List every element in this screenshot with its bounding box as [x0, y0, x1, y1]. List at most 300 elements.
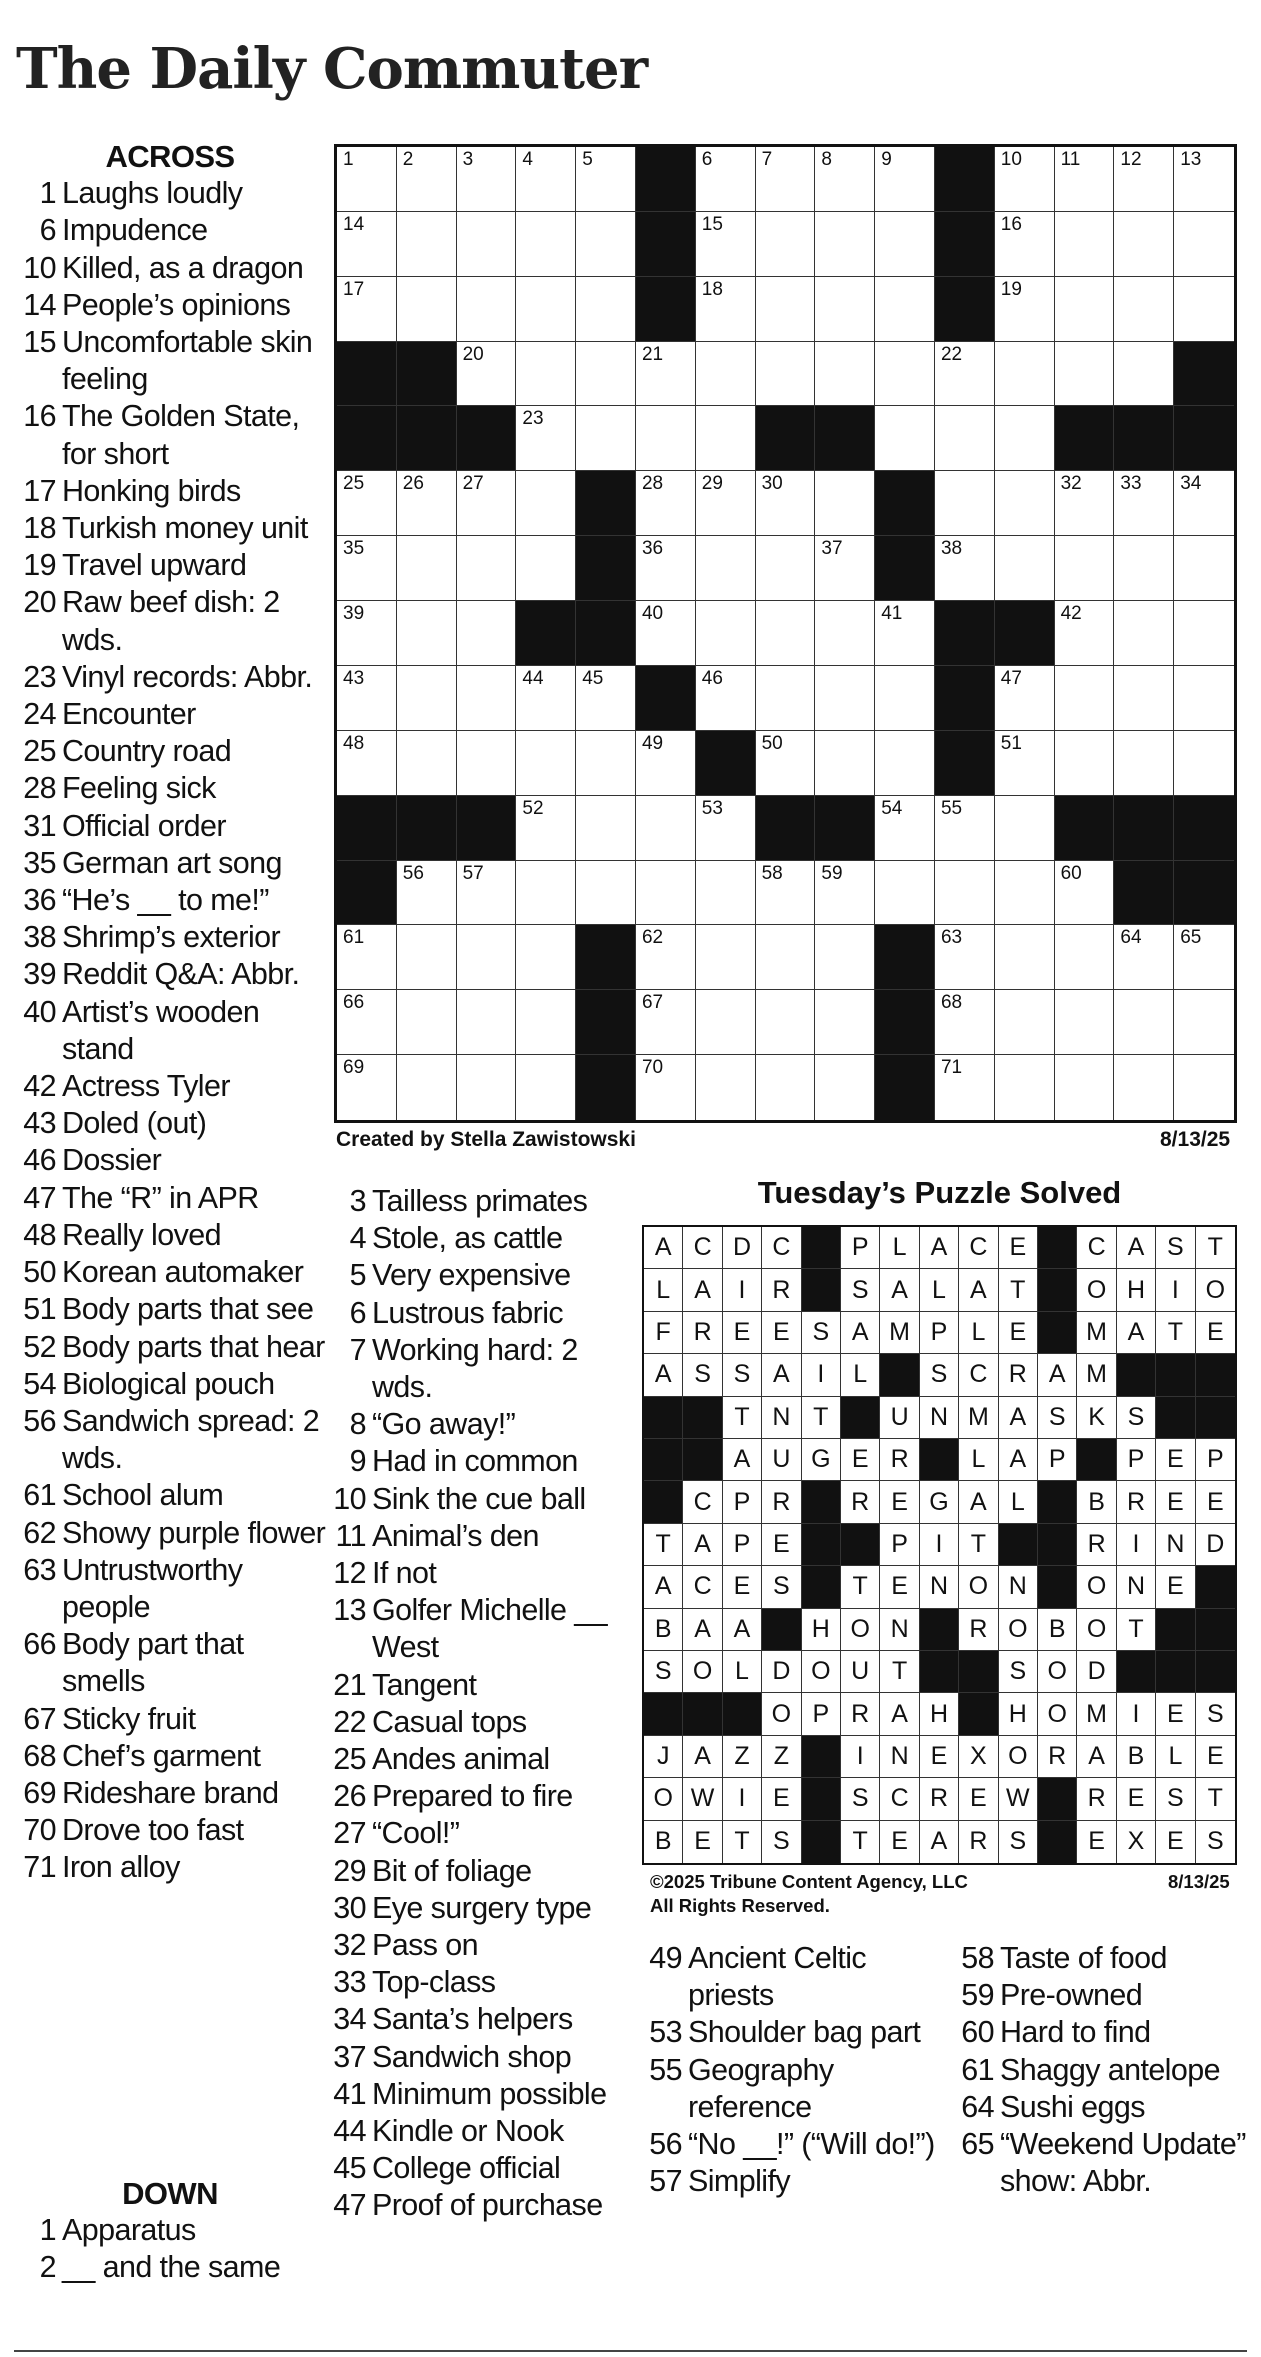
grid-cell[interactable]	[576, 342, 636, 407]
grid-cell[interactable]	[636, 1055, 696, 1120]
clue-item[interactable]	[14, 1403, 326, 1477]
grid-cell[interactable]	[696, 796, 756, 861]
grid-cell[interactable]	[457, 861, 517, 926]
cell-number: 34	[1180, 473, 1202, 495]
grid-cell[interactable]	[457, 925, 517, 990]
grid-cell[interactable]	[1174, 147, 1234, 212]
grid-cell[interactable]	[875, 731, 935, 796]
clue-item[interactable]	[640, 2052, 940, 2126]
grid-cell[interactable]	[576, 406, 636, 471]
grid-cell[interactable]	[756, 990, 816, 1055]
grid-cell[interactable]	[1055, 342, 1115, 407]
grid-cell[interactable]	[457, 601, 517, 666]
cell-number: 14	[343, 213, 365, 235]
grid-cell[interactable]	[696, 536, 756, 601]
grid-cell[interactable]	[337, 1055, 397, 1120]
clue-item[interactable]	[952, 2014, 1252, 2051]
grid-cell[interactable]	[397, 925, 457, 990]
clue-number: 3	[349, 1184, 366, 1218]
grid-cell[interactable]	[576, 796, 636, 861]
grid-cell[interactable]	[995, 731, 1055, 796]
grid-cell[interactable]	[397, 536, 457, 601]
clue-item[interactable]	[14, 324, 326, 398]
grid-cell[interactable]	[457, 212, 517, 277]
clue-item[interactable]	[330, 1778, 620, 1815]
clue-item[interactable]	[330, 1890, 620, 1927]
grid-cell[interactable]	[576, 147, 636, 212]
grid-cell[interactable]	[1114, 471, 1174, 536]
grid-cell[interactable]	[935, 536, 995, 601]
grid-cell[interactable]	[397, 212, 457, 277]
grid-cell[interactable]	[636, 601, 696, 666]
solution-letter: T	[1117, 1609, 1156, 1651]
clue-number: 12	[333, 1556, 366, 1591]
grid-cell[interactable]	[696, 601, 756, 666]
clue-text: Simplify	[688, 2164, 790, 2199]
solution-letter: A	[644, 1354, 683, 1396]
grid-cell[interactable]	[516, 406, 576, 471]
clue-item[interactable]	[14, 1552, 326, 1626]
clue-item[interactable]	[14, 510, 326, 547]
grid-cell[interactable]	[636, 406, 696, 471]
grid-cell[interactable]	[1174, 925, 1234, 990]
clue-item[interactable]	[330, 2039, 620, 2076]
clue-item[interactable]	[14, 1515, 326, 1552]
grid-cell[interactable]	[1055, 731, 1115, 796]
grid-cell[interactable]	[756, 277, 816, 342]
solution-letter: L	[1156, 1736, 1195, 1778]
grid-cell[interactable]	[935, 471, 995, 536]
grid-cell[interactable]	[995, 212, 1055, 277]
clue-item[interactable]	[330, 2113, 620, 2150]
grid-cell[interactable]	[516, 147, 576, 212]
grid-cell[interactable]	[1114, 342, 1174, 407]
grid-cell[interactable]	[875, 342, 935, 407]
clue-item[interactable]	[330, 1518, 620, 1555]
grid-cell[interactable]	[935, 796, 995, 861]
grid-cell[interactable]	[397, 471, 457, 536]
grid-cell[interactable]	[576, 861, 636, 926]
clue-item[interactable]	[330, 1853, 620, 1890]
grid-cell[interactable]	[1174, 471, 1234, 536]
clue-item[interactable]	[14, 659, 326, 696]
clue-item[interactable]	[14, 1254, 326, 1291]
grid-cell[interactable]	[815, 1055, 875, 1120]
grid-cell[interactable]	[756, 601, 816, 666]
grid-cell[interactable]	[995, 406, 1055, 471]
solution-black-square	[841, 1524, 880, 1566]
grid-cell[interactable]	[1114, 731, 1174, 796]
clue-item[interactable]	[330, 1443, 620, 1480]
grid-cell[interactable]	[756, 471, 816, 536]
clue-item[interactable]	[330, 2001, 620, 2038]
clue-item[interactable]	[14, 770, 326, 807]
grid-cell[interactable]	[875, 406, 935, 471]
grid-cell[interactable]	[1174, 536, 1234, 601]
grid-cell[interactable]	[1055, 601, 1115, 666]
grid-cell[interactable]	[457, 666, 517, 731]
grid-cell[interactable]	[696, 861, 756, 926]
grid-cell[interactable]	[636, 925, 696, 990]
grid-cell[interactable]	[1174, 1055, 1234, 1120]
black-square	[935, 147, 995, 212]
clue-item[interactable]	[952, 2052, 1252, 2089]
clue-item[interactable]	[14, 1180, 326, 1217]
grid-cell[interactable]	[1055, 471, 1115, 536]
grid-cell[interactable]	[457, 1055, 517, 1120]
grid-cell[interactable]	[1055, 925, 1115, 990]
solution-letter: B	[1038, 1609, 1077, 1651]
grid-cell[interactable]	[756, 342, 816, 407]
grid-cell[interactable]	[815, 277, 875, 342]
clue-item[interactable]	[330, 1592, 620, 1666]
grid-cell[interactable]	[1174, 277, 1234, 342]
grid-cell[interactable]	[397, 731, 457, 796]
clue-item[interactable]	[330, 1295, 620, 1332]
grid-cell[interactable]	[696, 666, 756, 731]
grid-cell[interactable]	[337, 212, 397, 277]
grid-cell[interactable]	[1114, 990, 1174, 1055]
grid-cell[interactable]	[636, 861, 696, 926]
clue-number: 8	[349, 1407, 366, 1442]
clue-item[interactable]	[330, 2076, 620, 2113]
grid-cell[interactable]	[815, 990, 875, 1055]
grid-cell[interactable]	[756, 147, 816, 212]
clue-item[interactable]	[14, 250, 326, 287]
grid-cell[interactable]	[516, 277, 576, 342]
grid-cell[interactable]	[995, 796, 1055, 861]
grid-cell[interactable]	[1055, 861, 1115, 926]
grid-cell[interactable]	[516, 666, 576, 731]
clue-item[interactable]	[330, 1815, 620, 1852]
grid-cell[interactable]	[1114, 925, 1174, 990]
clue-item[interactable]	[14, 398, 326, 472]
grid-cell[interactable]	[576, 666, 636, 731]
grid-cell[interactable]	[337, 147, 397, 212]
grid-cell[interactable]	[995, 666, 1055, 731]
grid-cell[interactable]	[457, 731, 517, 796]
crossword-grid[interactable]	[334, 144, 1237, 1123]
grid-cell[interactable]	[696, 147, 756, 212]
grid-cell[interactable]	[995, 536, 1055, 601]
grid-cell[interactable]	[457, 471, 517, 536]
solution-letter: M	[880, 1312, 919, 1354]
grid-cell[interactable]	[516, 861, 576, 926]
grid-cell[interactable]	[516, 471, 576, 536]
clue-item[interactable]	[14, 175, 326, 212]
grid-cell[interactable]	[516, 925, 576, 990]
grid-cell[interactable]	[397, 277, 457, 342]
solution-letter: A	[1117, 1227, 1156, 1269]
black-square	[1174, 342, 1234, 407]
solution-letter: A	[644, 1227, 683, 1269]
clue-item[interactable]	[330, 1257, 620, 1294]
grid-cell[interactable]	[516, 731, 576, 796]
grid-cell[interactable]	[756, 1055, 816, 1120]
clue-item[interactable]	[640, 2014, 940, 2051]
grid-cell[interactable]	[516, 990, 576, 1055]
grid-cell[interactable]	[935, 406, 995, 471]
cell-number: 19	[1000, 278, 1022, 300]
clue-number: 58	[961, 1941, 994, 1975]
grid-cell[interactable]	[696, 925, 756, 990]
solution-letter: O	[999, 1609, 1038, 1651]
clue-item[interactable]	[14, 1738, 326, 1775]
grid-cell[interactable]	[397, 861, 457, 926]
grid-cell[interactable]	[995, 990, 1055, 1055]
solution-letter: S	[841, 1778, 880, 1820]
clue-text: Taste of food	[1000, 1941, 1167, 1975]
clue-item[interactable]	[330, 1964, 620, 2001]
grid-cell[interactable]	[636, 342, 696, 407]
grid-cell[interactable]	[1174, 666, 1234, 731]
grid-cell[interactable]	[1174, 990, 1234, 1055]
grid-cell[interactable]	[1114, 666, 1174, 731]
grid-cell[interactable]	[397, 601, 457, 666]
clue-item[interactable]	[14, 1366, 326, 1403]
solution-letter: O	[841, 1609, 880, 1651]
grid-cell[interactable]	[337, 925, 397, 990]
grid-cell[interactable]	[815, 147, 875, 212]
grid-cell[interactable]	[995, 147, 1055, 212]
solution-black-square	[644, 1397, 683, 1439]
clue-item[interactable]	[14, 2212, 326, 2249]
clue-number: 52	[23, 1329, 56, 1364]
grid-cell[interactable]	[397, 666, 457, 731]
clue-item[interactable]	[14, 733, 326, 770]
grid-cell[interactable]	[696, 471, 756, 536]
grid-cell[interactable]	[397, 1055, 457, 1120]
clue-item[interactable]	[14, 1105, 326, 1142]
clue-item[interactable]	[14, 1291, 326, 1328]
grid-cell[interactable]	[756, 666, 816, 731]
clue-item[interactable]	[14, 956, 326, 993]
grid-cell[interactable]	[815, 861, 875, 926]
grid-cell[interactable]	[457, 277, 517, 342]
clue-item[interactable]	[14, 882, 326, 919]
cell-number: 48	[343, 732, 365, 754]
grid-cell[interactable]	[337, 536, 397, 601]
clue-item[interactable]	[14, 1329, 326, 1366]
grid-cell[interactable]	[875, 212, 935, 277]
grid-cell[interactable]	[516, 342, 576, 407]
grid-cell[interactable]	[1114, 1055, 1174, 1120]
cell-number: 17	[343, 278, 365, 300]
grid-cell[interactable]	[875, 796, 935, 861]
solution-letter: B	[644, 1821, 683, 1863]
solution-letter: A	[1117, 1312, 1156, 1354]
grid-cell[interactable]	[1174, 601, 1234, 666]
grid-cell[interactable]	[337, 990, 397, 1055]
clue-item[interactable]	[14, 584, 326, 658]
clue-item[interactable]	[330, 1704, 620, 1741]
clue-item[interactable]	[330, 1183, 620, 1220]
clue-item[interactable]	[14, 1068, 326, 1105]
grid-cell[interactable]	[1055, 147, 1115, 212]
clue-number: 30	[333, 1890, 366, 1925]
clue-item[interactable]	[14, 1849, 326, 1886]
solution-letter: E	[1156, 1693, 1195, 1735]
clue-item[interactable]	[14, 212, 326, 249]
clue-item[interactable]	[14, 547, 326, 584]
grid-cell[interactable]	[756, 536, 816, 601]
grid-cell[interactable]	[1055, 212, 1115, 277]
clue-item[interactable]	[330, 1332, 620, 1406]
clue-item[interactable]	[14, 1812, 326, 1849]
cell-number: 71	[940, 1057, 963, 1079]
black-square	[935, 666, 995, 731]
grid-cell[interactable]	[815, 471, 875, 536]
grid-cell[interactable]	[875, 147, 935, 212]
clue-item[interactable]	[14, 994, 326, 1068]
clue-item[interactable]	[14, 696, 326, 733]
grid-cell[interactable]	[935, 861, 995, 926]
grid-cell[interactable]	[1114, 536, 1174, 601]
grid-cell[interactable]	[696, 1055, 756, 1120]
grid-cell[interactable]	[1055, 277, 1115, 342]
clue-item[interactable]	[14, 919, 326, 956]
grid-cell[interactable]	[636, 536, 696, 601]
grid-cell[interactable]	[815, 925, 875, 990]
clue-item[interactable]	[14, 1626, 326, 1700]
grid-cell[interactable]	[696, 990, 756, 1055]
grid-cell[interactable]	[995, 471, 1055, 536]
grid-cell[interactable]	[636, 731, 696, 796]
grid-cell[interactable]	[516, 796, 576, 861]
clue-item[interactable]	[330, 1555, 620, 1592]
grid-cell[interactable]	[397, 147, 457, 212]
grid-cell[interactable]	[457, 536, 517, 601]
clue-item[interactable]	[14, 1477, 326, 1514]
grid-cell[interactable]	[1114, 212, 1174, 277]
grid-cell[interactable]	[696, 342, 756, 407]
grid-cell[interactable]	[756, 861, 816, 926]
grid-cell[interactable]	[1114, 277, 1174, 342]
grid-cell[interactable]	[756, 212, 816, 277]
solution-letter: F	[644, 1312, 683, 1354]
grid-cell[interactable]	[875, 601, 935, 666]
grid-cell[interactable]	[1055, 990, 1115, 1055]
clue-item[interactable]	[14, 473, 326, 510]
grid-cell[interactable]	[696, 277, 756, 342]
clue-item[interactable]	[330, 1220, 620, 1257]
clue-item[interactable]	[14, 2249, 326, 2286]
grid-cell[interactable]	[815, 536, 875, 601]
grid-cell[interactable]	[815, 666, 875, 731]
clue-item[interactable]	[640, 2126, 940, 2163]
grid-cell[interactable]	[815, 731, 875, 796]
grid-cell[interactable]	[337, 277, 397, 342]
grid-cell[interactable]	[457, 990, 517, 1055]
grid-cell[interactable]	[1114, 601, 1174, 666]
solution-black-square	[1156, 1609, 1195, 1651]
clue-item[interactable]	[952, 2126, 1252, 2200]
grid-cell[interactable]	[397, 990, 457, 1055]
grid-cell[interactable]	[995, 277, 1055, 342]
grid-cell[interactable]	[636, 990, 696, 1055]
grid-cell[interactable]	[995, 861, 1055, 926]
grid-cell[interactable]	[636, 796, 696, 861]
black-square	[875, 925, 935, 990]
solution-letter: P	[841, 1227, 880, 1269]
grid-cell[interactable]	[696, 406, 756, 471]
grid-cell[interactable]	[1055, 1055, 1115, 1120]
grid-cell[interactable]	[576, 277, 636, 342]
clue-item[interactable]	[14, 1701, 326, 1738]
grid-cell[interactable]	[756, 731, 816, 796]
grid-cell[interactable]	[875, 861, 935, 926]
clue-item[interactable]	[952, 2089, 1252, 2126]
clue-item[interactable]	[640, 1940, 940, 2014]
grid-cell[interactable]	[576, 731, 636, 796]
grid-cell[interactable]	[995, 925, 1055, 990]
clue-item[interactable]	[14, 287, 326, 324]
clue-number: 28	[23, 771, 56, 806]
clue-item[interactable]	[14, 808, 326, 845]
grid-cell[interactable]	[337, 601, 397, 666]
clue-text: Body part that smells	[62, 1627, 244, 1699]
clue-item[interactable]	[14, 1217, 326, 1254]
grid-cell[interactable]	[1055, 536, 1115, 601]
grid-cell[interactable]	[516, 536, 576, 601]
grid-cell[interactable]	[1174, 731, 1234, 796]
grid-cell[interactable]	[995, 342, 1055, 407]
grid-cell[interactable]	[756, 925, 816, 990]
clue-item[interactable]	[952, 1940, 1252, 1977]
grid-cell[interactable]	[1114, 147, 1174, 212]
grid-cell[interactable]	[516, 1055, 576, 1120]
grid-cell[interactable]	[457, 147, 517, 212]
clue-text: Eye surgery type	[372, 1890, 592, 1925]
grid-cell[interactable]	[1174, 212, 1234, 277]
grid-cell[interactable]	[935, 342, 995, 407]
clue-item[interactable]	[330, 2187, 620, 2224]
solution-letter: A	[1077, 1736, 1116, 1778]
grid-cell[interactable]	[516, 212, 576, 277]
grid-cell[interactable]	[875, 666, 935, 731]
grid-cell[interactable]	[696, 212, 756, 277]
grid-cell[interactable]	[337, 471, 397, 536]
clue-item[interactable]	[330, 2150, 620, 2187]
grid-cell[interactable]	[935, 990, 995, 1055]
grid-cell[interactable]	[337, 731, 397, 796]
grid-cell[interactable]	[815, 601, 875, 666]
clue-item[interactable]	[330, 1481, 620, 1518]
grid-cell[interactable]	[875, 277, 935, 342]
clue-item[interactable]	[330, 1406, 620, 1443]
grid-cell[interactable]	[815, 212, 875, 277]
clue-item[interactable]	[330, 1667, 620, 1704]
grid-cell[interactable]	[995, 1055, 1055, 1120]
grid-cell[interactable]	[576, 212, 636, 277]
grid-cell[interactable]	[636, 471, 696, 536]
clue-item[interactable]	[330, 1741, 620, 1778]
grid-cell[interactable]	[1055, 666, 1115, 731]
clue-item[interactable]	[14, 845, 326, 882]
solution-letter: A	[959, 1269, 998, 1311]
clue-item[interactable]	[640, 2163, 940, 2200]
grid-cell[interactable]	[815, 342, 875, 407]
clue-item[interactable]	[952, 1977, 1252, 2014]
clue-item[interactable]	[330, 1927, 620, 1964]
clue-item[interactable]	[14, 1142, 326, 1179]
grid-cell[interactable]	[935, 925, 995, 990]
grid-cell[interactable]	[457, 342, 517, 407]
grid-cell[interactable]	[337, 666, 397, 731]
grid-cell[interactable]	[935, 1055, 995, 1120]
clue-item[interactable]	[14, 1775, 326, 1812]
black-square	[1174, 406, 1234, 471]
